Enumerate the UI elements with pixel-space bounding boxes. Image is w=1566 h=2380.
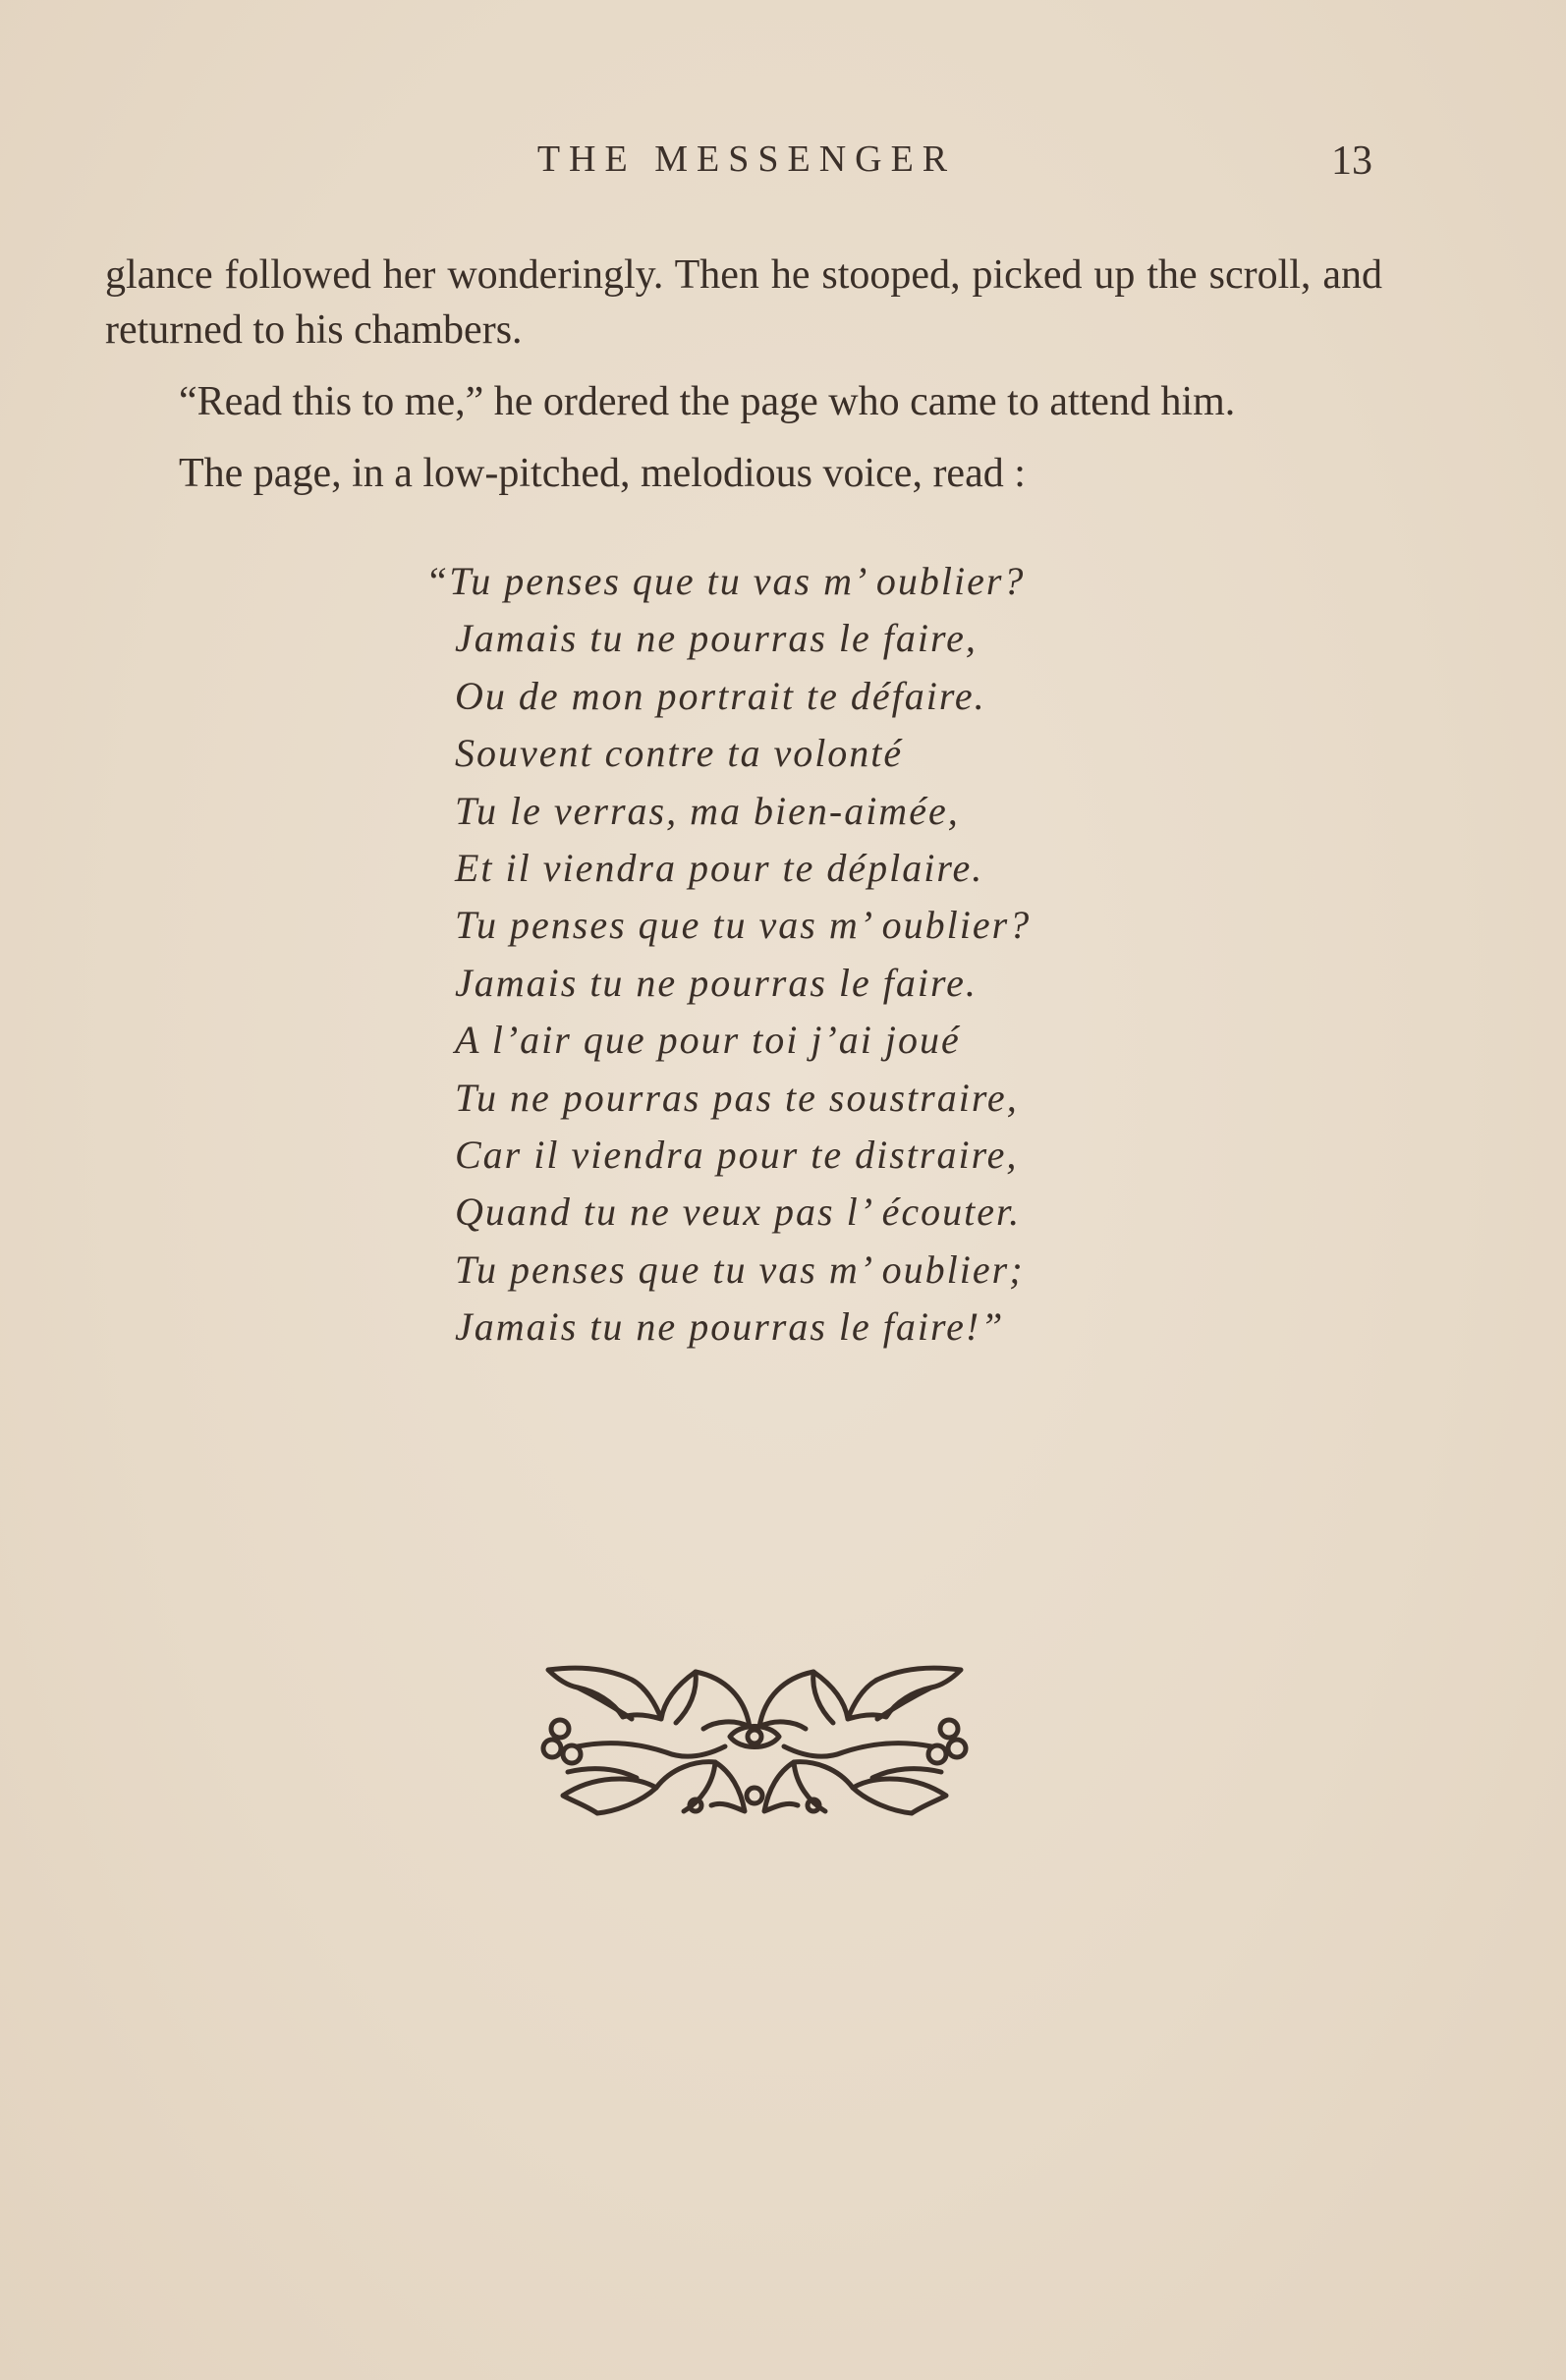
- poem-line: “Tu penses que tu vas m’ oublier?: [425, 559, 1026, 603]
- vine-leaf-tailpiece-ornament-icon: [538, 1658, 971, 1820]
- poem-block: [425, 553, 1211, 1356]
- prose-block: [105, 248, 1382, 518]
- poem-line: A l’air que pour toi j’ai joué: [455, 1018, 961, 1063]
- prose-paragraph-continued: glance followed her wonderingly. Then he stooped, picked up the scroll, and returned to his chambers.: [105, 252, 1382, 353]
- poem-line: Ou de mon portrait te défaire.: [455, 673, 986, 718]
- page-number: 13: [1331, 138, 1372, 184]
- poem-line: Jamais tu ne pourras le faire,: [455, 616, 978, 661]
- poem-line: Car il viendra pour te distraire,: [455, 1132, 1019, 1177]
- poem-line: Tu le verras, ma bien-aimée,: [455, 788, 960, 833]
- running-head: [0, 138, 1566, 187]
- poem-line: Jamais tu ne pourras le faire.: [455, 960, 978, 1005]
- poem-line: Tu penses que tu vas m’ oublier?: [455, 903, 1032, 948]
- poem-line: Quand tu ne veux pas l’ écouter.: [455, 1190, 1022, 1235]
- poem-line: Jamais tu ne pourras le faire!”: [455, 1304, 1005, 1350]
- poem-line: Souvent contre ta volonté: [455, 731, 904, 776]
- prose-paragraph: The page, in a low-pitched, melodious voice, read :: [179, 451, 1026, 496]
- poem-line: Et il viendra pour te déplaire.: [455, 845, 984, 890]
- running-title: THE MESSENGER: [536, 138, 957, 180]
- poem-line: Tu ne pourras pas te soustraire,: [455, 1075, 1019, 1120]
- prose-paragraph: “Read this to me,” he ordered the page who came to attend him.: [179, 379, 1236, 424]
- poem-line: Tu penses que tu vas m’ oublier;: [455, 1246, 1025, 1292]
